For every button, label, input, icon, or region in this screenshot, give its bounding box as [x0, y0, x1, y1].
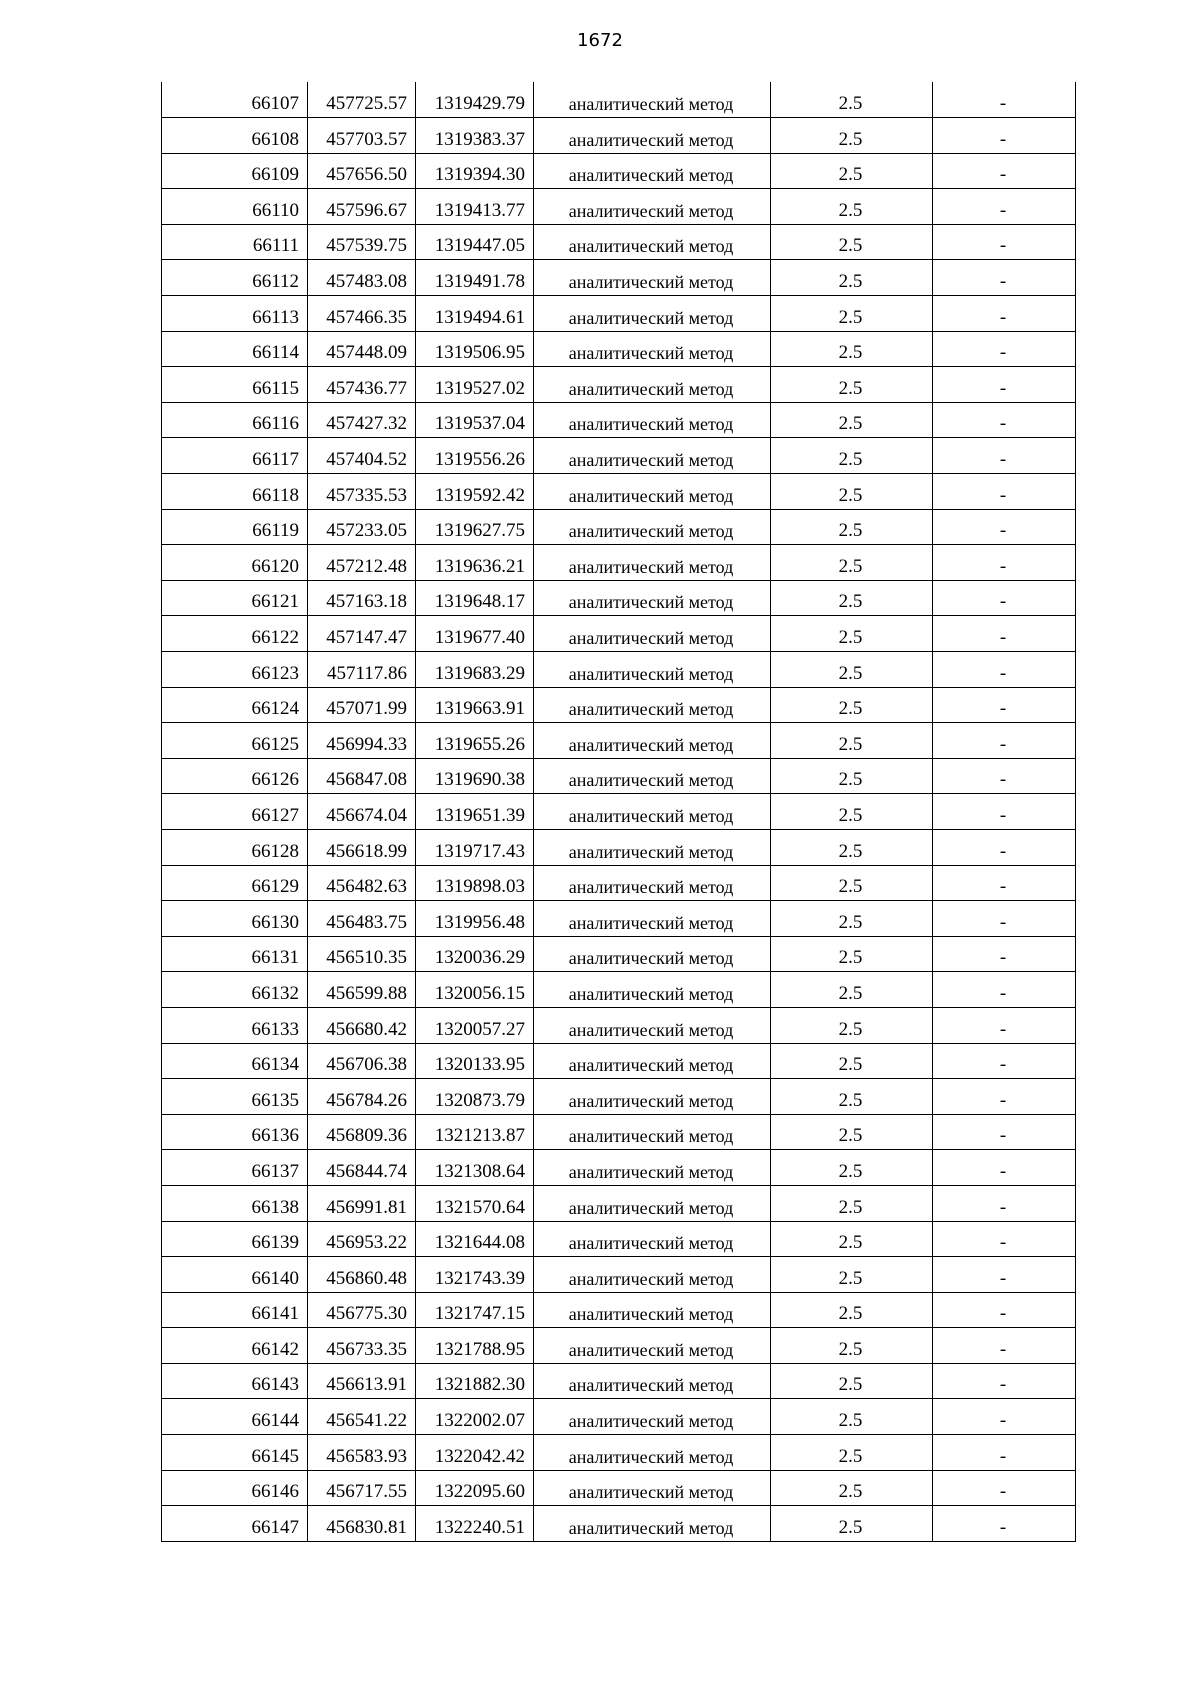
- table-row: [162, 652, 1076, 688]
- x-coordinate-cell: 456809.36: [308, 1114, 416, 1150]
- table-row: [162, 794, 1076, 830]
- x-coordinate-cell: 456599.88: [308, 972, 416, 1008]
- x-coordinate-cell: 456775.30: [308, 1292, 416, 1328]
- x-coordinate-cell: 457703.57: [308, 118, 416, 154]
- point-id-cell: 66122: [162, 616, 308, 652]
- x-coordinate-cell: 457596.67: [308, 189, 416, 225]
- accuracy-cell: 2.5: [771, 972, 933, 1008]
- y-coordinate-cell: 1320133.95: [416, 1043, 534, 1079]
- y-coordinate-cell: 1319491.78: [416, 260, 534, 296]
- method-cell: аналитический метод: [534, 474, 771, 510]
- note-cell: -: [933, 153, 1076, 189]
- accuracy-cell: 2.5: [771, 189, 933, 225]
- x-coordinate-cell: 456784.26: [308, 1079, 416, 1115]
- note-cell: -: [933, 652, 1076, 688]
- method-cell: аналитический метод: [534, 153, 771, 189]
- method-cell: аналитический метод: [534, 972, 771, 1008]
- point-id-cell: 66128: [162, 829, 308, 865]
- point-id-cell: 66124: [162, 687, 308, 723]
- x-coordinate-cell: 457436.77: [308, 367, 416, 403]
- x-coordinate-cell: 456541.22: [308, 1399, 416, 1435]
- point-id-cell: 66116: [162, 402, 308, 438]
- point-id-cell: 66119: [162, 509, 308, 545]
- table-row: [162, 545, 1076, 581]
- y-coordinate-cell: 1322095.60: [416, 1470, 534, 1506]
- note-cell: -: [933, 687, 1076, 723]
- table-row: [162, 1185, 1076, 1221]
- x-coordinate-cell: 456844.74: [308, 1150, 416, 1186]
- note-cell: -: [933, 1150, 1076, 1186]
- point-id-cell: 66147: [162, 1506, 308, 1542]
- accuracy-cell: 2.5: [771, 936, 933, 972]
- accuracy-cell: 2.5: [771, 1114, 933, 1150]
- note-cell: -: [933, 1328, 1076, 1364]
- note-cell: -: [933, 758, 1076, 794]
- x-coordinate-cell: 456483.75: [308, 901, 416, 937]
- note-cell: -: [933, 936, 1076, 972]
- point-id-cell: 66135: [162, 1079, 308, 1115]
- x-coordinate-cell: 457539.75: [308, 224, 416, 260]
- point-id-cell: 66109: [162, 153, 308, 189]
- x-coordinate-cell: 456991.81: [308, 1185, 416, 1221]
- accuracy-cell: 2.5: [771, 1043, 933, 1079]
- accuracy-cell: 2.5: [771, 829, 933, 865]
- table-row: [162, 1399, 1076, 1435]
- method-cell: аналитический метод: [534, 509, 771, 545]
- x-coordinate-cell: 456674.04: [308, 794, 416, 830]
- point-id-cell: 66134: [162, 1043, 308, 1079]
- y-coordinate-cell: 1322042.42: [416, 1435, 534, 1471]
- accuracy-cell: 2.5: [771, 224, 933, 260]
- y-coordinate-cell: 1319527.02: [416, 367, 534, 403]
- x-coordinate-cell: 456860.48: [308, 1257, 416, 1293]
- note-cell: -: [933, 1363, 1076, 1399]
- note-cell: -: [933, 1506, 1076, 1542]
- accuracy-cell: 2.5: [771, 438, 933, 474]
- table-row: [162, 616, 1076, 652]
- point-id-cell: 66115: [162, 367, 308, 403]
- y-coordinate-cell: 1319394.30: [416, 153, 534, 189]
- x-coordinate-cell: 456847.08: [308, 758, 416, 794]
- y-coordinate-cell: 1319636.21: [416, 545, 534, 581]
- method-cell: аналитический метод: [534, 438, 771, 474]
- method-cell: аналитический метод: [534, 1079, 771, 1115]
- point-id-cell: 66110: [162, 189, 308, 225]
- note-cell: -: [933, 438, 1076, 474]
- y-coordinate-cell: 1319537.04: [416, 402, 534, 438]
- accuracy-cell: 2.5: [771, 758, 933, 794]
- table-row: [162, 758, 1076, 794]
- point-id-cell: 66123: [162, 652, 308, 688]
- x-coordinate-cell: 456613.91: [308, 1363, 416, 1399]
- accuracy-cell: 2.5: [771, 1150, 933, 1186]
- point-id-cell: 66114: [162, 331, 308, 367]
- accuracy-cell: 2.5: [771, 1328, 933, 1364]
- y-coordinate-cell: 1321788.95: [416, 1328, 534, 1364]
- note-cell: -: [933, 616, 1076, 652]
- table-row: [162, 1292, 1076, 1328]
- accuracy-cell: 2.5: [771, 1292, 933, 1328]
- point-id-cell: 66125: [162, 723, 308, 759]
- accuracy-cell: 2.5: [771, 616, 933, 652]
- x-coordinate-cell: 457466.35: [308, 296, 416, 332]
- x-coordinate-cell: 456510.35: [308, 936, 416, 972]
- method-cell: аналитический метод: [534, 260, 771, 296]
- y-coordinate-cell: 1319677.40: [416, 616, 534, 652]
- accuracy-cell: 2.5: [771, 331, 933, 367]
- y-coordinate-cell: 1319898.03: [416, 865, 534, 901]
- point-id-cell: 66126: [162, 758, 308, 794]
- point-id-cell: 66107: [162, 82, 308, 118]
- x-coordinate-cell: 456994.33: [308, 723, 416, 759]
- y-coordinate-cell: 1319683.29: [416, 652, 534, 688]
- method-cell: аналитический метод: [534, 1328, 771, 1364]
- accuracy-cell: 2.5: [771, 260, 933, 296]
- method-cell: аналитический метод: [534, 224, 771, 260]
- table-row: [162, 402, 1076, 438]
- accuracy-cell: 2.5: [771, 1399, 933, 1435]
- y-coordinate-cell: 1319413.77: [416, 189, 534, 225]
- x-coordinate-cell: 457656.50: [308, 153, 416, 189]
- note-cell: -: [933, 118, 1076, 154]
- accuracy-cell: 2.5: [771, 82, 933, 118]
- note-cell: -: [933, 1007, 1076, 1043]
- note-cell: -: [933, 1399, 1076, 1435]
- table-row: [162, 438, 1076, 474]
- table-row: [162, 82, 1076, 118]
- point-id-cell: 66137: [162, 1150, 308, 1186]
- method-cell: аналитический метод: [534, 723, 771, 759]
- point-id-cell: 66108: [162, 118, 308, 154]
- x-coordinate-cell: 457117.86: [308, 652, 416, 688]
- method-cell: аналитический метод: [534, 545, 771, 581]
- y-coordinate-cell: 1319663.91: [416, 687, 534, 723]
- y-coordinate-cell: 1319655.26: [416, 723, 534, 759]
- point-id-cell: 66130: [162, 901, 308, 937]
- method-cell: аналитический метод: [534, 1292, 771, 1328]
- point-id-cell: 66120: [162, 545, 308, 581]
- point-id-cell: 66111: [162, 224, 308, 260]
- accuracy-cell: 2.5: [771, 1007, 933, 1043]
- note-cell: -: [933, 1292, 1076, 1328]
- y-coordinate-cell: 1319690.38: [416, 758, 534, 794]
- point-id-cell: 66129: [162, 865, 308, 901]
- table-body: [162, 82, 1076, 1541]
- accuracy-cell: 2.5: [771, 1506, 933, 1542]
- table-row: [162, 367, 1076, 403]
- note-cell: -: [933, 901, 1076, 937]
- point-id-cell: 66140: [162, 1257, 308, 1293]
- y-coordinate-cell: 1321882.30: [416, 1363, 534, 1399]
- accuracy-cell: 2.5: [771, 153, 933, 189]
- table-row: [162, 296, 1076, 332]
- table-row: [162, 901, 1076, 937]
- method-cell: аналитический метод: [534, 829, 771, 865]
- note-cell: -: [933, 1079, 1076, 1115]
- y-coordinate-cell: 1319956.48: [416, 901, 534, 937]
- accuracy-cell: 2.5: [771, 580, 933, 616]
- y-coordinate-cell: 1322240.51: [416, 1506, 534, 1542]
- table-row: [162, 331, 1076, 367]
- table-row: [162, 1506, 1076, 1542]
- method-cell: аналитический метод: [534, 331, 771, 367]
- note-cell: -: [933, 1221, 1076, 1257]
- y-coordinate-cell: 1319383.37: [416, 118, 534, 154]
- table-row: [162, 1257, 1076, 1293]
- note-cell: -: [933, 189, 1076, 225]
- table-row: [162, 1221, 1076, 1257]
- note-cell: -: [933, 865, 1076, 901]
- accuracy-cell: 2.5: [771, 1363, 933, 1399]
- y-coordinate-cell: 1319447.05: [416, 224, 534, 260]
- point-id-cell: 66146: [162, 1470, 308, 1506]
- method-cell: аналитический метод: [534, 82, 771, 118]
- note-cell: -: [933, 1470, 1076, 1506]
- method-cell: аналитический метод: [534, 402, 771, 438]
- y-coordinate-cell: 1320036.29: [416, 936, 534, 972]
- table-row: [162, 509, 1076, 545]
- x-coordinate-cell: 456830.81: [308, 1506, 416, 1542]
- accuracy-cell: 2.5: [771, 723, 933, 759]
- x-coordinate-cell: 457335.53: [308, 474, 416, 510]
- note-cell: -: [933, 367, 1076, 403]
- point-id-cell: 66144: [162, 1399, 308, 1435]
- note-cell: -: [933, 1435, 1076, 1471]
- table-row: [162, 260, 1076, 296]
- method-cell: аналитический метод: [534, 1185, 771, 1221]
- y-coordinate-cell: 1319429.79: [416, 82, 534, 118]
- x-coordinate-cell: 456706.38: [308, 1043, 416, 1079]
- point-id-cell: 66118: [162, 474, 308, 510]
- method-cell: аналитический метод: [534, 865, 771, 901]
- accuracy-cell: 2.5: [771, 1435, 933, 1471]
- method-cell: аналитический метод: [534, 189, 771, 225]
- x-coordinate-cell: 456482.63: [308, 865, 416, 901]
- accuracy-cell: 2.5: [771, 901, 933, 937]
- y-coordinate-cell: 1319494.61: [416, 296, 534, 332]
- point-id-cell: 66138: [162, 1185, 308, 1221]
- x-coordinate-cell: 456583.93: [308, 1435, 416, 1471]
- method-cell: аналитический метод: [534, 1435, 771, 1471]
- method-cell: аналитический метод: [534, 1363, 771, 1399]
- note-cell: -: [933, 1043, 1076, 1079]
- x-coordinate-cell: 457448.09: [308, 331, 416, 367]
- x-coordinate-cell: 456618.99: [308, 829, 416, 865]
- table-row: [162, 1328, 1076, 1364]
- y-coordinate-cell: 1319556.26: [416, 438, 534, 474]
- x-coordinate-cell: 457233.05: [308, 509, 416, 545]
- x-coordinate-cell: 457427.32: [308, 402, 416, 438]
- note-cell: -: [933, 545, 1076, 581]
- method-cell: аналитический метод: [534, 901, 771, 937]
- point-id-cell: 66139: [162, 1221, 308, 1257]
- table-row: [162, 972, 1076, 1008]
- note-cell: -: [933, 580, 1076, 616]
- table-row: [162, 474, 1076, 510]
- accuracy-cell: 2.5: [771, 118, 933, 154]
- method-cell: аналитический метод: [534, 1257, 771, 1293]
- y-coordinate-cell: 1321644.08: [416, 1221, 534, 1257]
- x-coordinate-cell: 457071.99: [308, 687, 416, 723]
- point-id-cell: 66112: [162, 260, 308, 296]
- y-coordinate-cell: 1319506.95: [416, 331, 534, 367]
- accuracy-cell: 2.5: [771, 1185, 933, 1221]
- method-cell: аналитический метод: [534, 1506, 771, 1542]
- table-row: [162, 1114, 1076, 1150]
- y-coordinate-cell: 1319648.17: [416, 580, 534, 616]
- method-cell: аналитический метод: [534, 616, 771, 652]
- accuracy-cell: 2.5: [771, 1221, 933, 1257]
- x-coordinate-cell: 457725.57: [308, 82, 416, 118]
- x-coordinate-cell: 456733.35: [308, 1328, 416, 1364]
- method-cell: аналитический метод: [534, 580, 771, 616]
- method-cell: аналитический метод: [534, 1150, 771, 1186]
- y-coordinate-cell: 1320873.79: [416, 1079, 534, 1115]
- method-cell: аналитический метод: [534, 936, 771, 972]
- note-cell: -: [933, 1185, 1076, 1221]
- y-coordinate-cell: 1319627.75: [416, 509, 534, 545]
- table-row: [162, 580, 1076, 616]
- y-coordinate-cell: 1320056.15: [416, 972, 534, 1008]
- point-id-cell: 66132: [162, 972, 308, 1008]
- point-id-cell: 66145: [162, 1435, 308, 1471]
- page-number: 1672: [577, 30, 623, 51]
- note-cell: -: [933, 972, 1076, 1008]
- method-cell: аналитический метод: [534, 758, 771, 794]
- accuracy-cell: 2.5: [771, 1257, 933, 1293]
- note-cell: -: [933, 296, 1076, 332]
- table-row: [162, 1363, 1076, 1399]
- y-coordinate-cell: 1320057.27: [416, 1007, 534, 1043]
- x-coordinate-cell: 456680.42: [308, 1007, 416, 1043]
- y-coordinate-cell: 1321743.39: [416, 1257, 534, 1293]
- y-coordinate-cell: 1319717.43: [416, 829, 534, 865]
- accuracy-cell: 2.5: [771, 652, 933, 688]
- accuracy-cell: 2.5: [771, 865, 933, 901]
- accuracy-cell: 2.5: [771, 402, 933, 438]
- method-cell: аналитический метод: [534, 1399, 771, 1435]
- x-coordinate-cell: 457212.48: [308, 545, 416, 581]
- method-cell: аналитический метод: [534, 1007, 771, 1043]
- method-cell: аналитический метод: [534, 118, 771, 154]
- x-coordinate-cell: 456953.22: [308, 1221, 416, 1257]
- point-id-cell: 66131: [162, 936, 308, 972]
- table-row: [162, 1007, 1076, 1043]
- point-id-cell: 66136: [162, 1114, 308, 1150]
- table-row: [162, 118, 1076, 154]
- point-id-cell: 66113: [162, 296, 308, 332]
- note-cell: -: [933, 474, 1076, 510]
- table-row: [162, 829, 1076, 865]
- x-coordinate-cell: 457147.47: [308, 616, 416, 652]
- y-coordinate-cell: 1321747.15: [416, 1292, 534, 1328]
- accuracy-cell: 2.5: [771, 367, 933, 403]
- method-cell: аналитический метод: [534, 296, 771, 332]
- table-row: [162, 153, 1076, 189]
- note-cell: -: [933, 402, 1076, 438]
- accuracy-cell: 2.5: [771, 1079, 933, 1115]
- accuracy-cell: 2.5: [771, 509, 933, 545]
- table-row: [162, 1079, 1076, 1115]
- method-cell: аналитический метод: [534, 367, 771, 403]
- accuracy-cell: 2.5: [771, 794, 933, 830]
- point-id-cell: 66121: [162, 580, 308, 616]
- y-coordinate-cell: 1321308.64: [416, 1150, 534, 1186]
- accuracy-cell: 2.5: [771, 1470, 933, 1506]
- method-cell: аналитический метод: [534, 1221, 771, 1257]
- accuracy-cell: 2.5: [771, 687, 933, 723]
- note-cell: -: [933, 829, 1076, 865]
- table-row: [162, 936, 1076, 972]
- y-coordinate-cell: 1319592.42: [416, 474, 534, 510]
- note-cell: -: [933, 331, 1076, 367]
- y-coordinate-cell: 1322002.07: [416, 1399, 534, 1435]
- x-coordinate-cell: 457404.52: [308, 438, 416, 474]
- accuracy-cell: 2.5: [771, 474, 933, 510]
- x-coordinate-cell: 456717.55: [308, 1470, 416, 1506]
- point-id-cell: 66143: [162, 1363, 308, 1399]
- table-row: [162, 1150, 1076, 1186]
- point-id-cell: 66117: [162, 438, 308, 474]
- table-row: [162, 189, 1076, 225]
- y-coordinate-cell: 1321213.87: [416, 1114, 534, 1150]
- point-id-cell: 66142: [162, 1328, 308, 1364]
- method-cell: аналитический метод: [534, 1114, 771, 1150]
- point-id-cell: 66133: [162, 1007, 308, 1043]
- method-cell: аналитический метод: [534, 794, 771, 830]
- y-coordinate-cell: 1321570.64: [416, 1185, 534, 1221]
- coordinates-table: [161, 82, 1076, 1542]
- method-cell: аналитический метод: [534, 1470, 771, 1506]
- note-cell: -: [933, 1257, 1076, 1293]
- table-row: [162, 1043, 1076, 1079]
- table-row: [162, 865, 1076, 901]
- point-id-cell: 66141: [162, 1292, 308, 1328]
- table-row: [162, 1470, 1076, 1506]
- note-cell: -: [933, 509, 1076, 545]
- note-cell: -: [933, 1114, 1076, 1150]
- x-coordinate-cell: 457483.08: [308, 260, 416, 296]
- note-cell: -: [933, 723, 1076, 759]
- note-cell: -: [933, 82, 1076, 118]
- x-coordinate-cell: 457163.18: [308, 580, 416, 616]
- accuracy-cell: 2.5: [771, 296, 933, 332]
- note-cell: -: [933, 260, 1076, 296]
- accuracy-cell: 2.5: [771, 545, 933, 581]
- method-cell: аналитический метод: [534, 1043, 771, 1079]
- table-row: [162, 224, 1076, 260]
- note-cell: -: [933, 224, 1076, 260]
- method-cell: аналитический метод: [534, 687, 771, 723]
- table-row: [162, 687, 1076, 723]
- note-cell: -: [933, 794, 1076, 830]
- y-coordinate-cell: 1319651.39: [416, 794, 534, 830]
- method-cell: аналитический метод: [534, 652, 771, 688]
- table-row: [162, 1435, 1076, 1471]
- point-id-cell: 66127: [162, 794, 308, 830]
- table-row: [162, 723, 1076, 759]
